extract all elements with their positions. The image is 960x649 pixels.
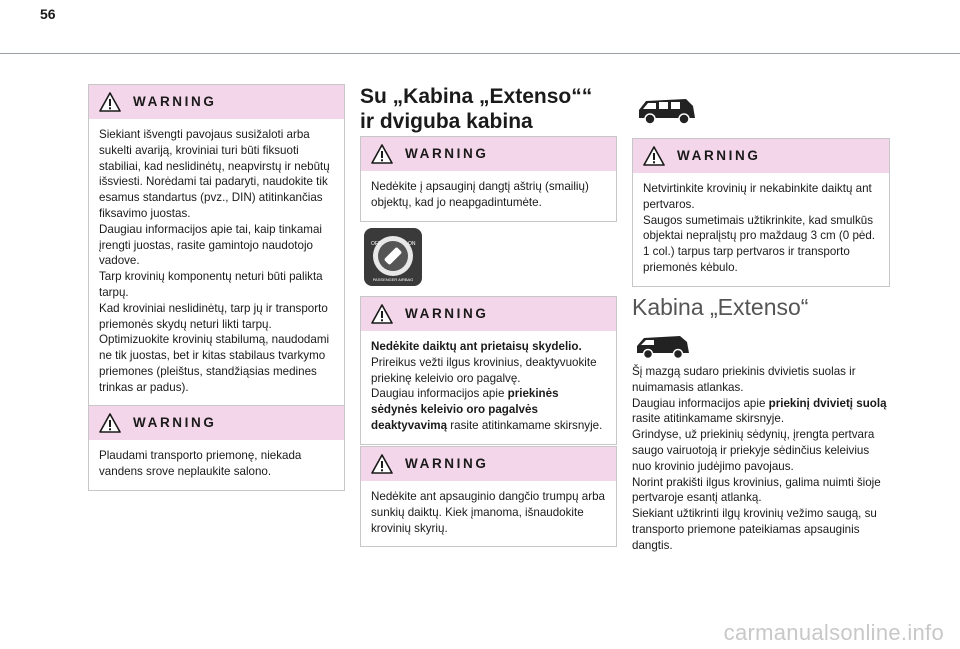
watermark: carmanualsonline.info bbox=[723, 620, 944, 645]
warning-text: Daugiau informacijos apie bbox=[371, 387, 508, 401]
warning-text: rasite atitinkamame skirsnyje. bbox=[447, 418, 603, 432]
warning-title: WARNING bbox=[677, 148, 761, 164]
warning-body bbox=[361, 331, 616, 444]
body-text: Daugiau informacijos apie bbox=[632, 396, 769, 410]
warning-body bbox=[361, 171, 616, 221]
warning-box-protective-cover bbox=[360, 136, 617, 222]
body-text: Siekiant užtikrinti ilgų krovinių vežimo saugą, su transporto priemone pateikiamas apsauginis dangtis. bbox=[632, 507, 877, 552]
warning-text: Daugiau informacijos apie tai, kaip tinkamai įrengti juostas, rasite gamintojo naudotojo vadove. bbox=[99, 222, 322, 268]
warning-header bbox=[89, 85, 344, 119]
page-number: 56 bbox=[40, 6, 56, 22]
warning-box-load-securing bbox=[88, 84, 345, 407]
warning-triangle-icon bbox=[371, 454, 393, 474]
airbag-label: PASSENGER AIRBAG bbox=[372, 277, 414, 282]
warning-text: Nedėkite į apsauginį dangtį aštrių (smailių) objektų, kad jo neapgadintumėte. bbox=[371, 180, 589, 209]
van-icon bbox=[634, 334, 692, 360]
body-text: Norint prakišti ilgus krovinius, galima nuimti šioje pertvaroje esantį atlanką. bbox=[632, 475, 881, 505]
warning-triangle-icon bbox=[99, 413, 121, 433]
airbag-on-label: ON bbox=[408, 241, 416, 247]
body-text: Šį mazgą sudaro priekinis dvivietis suolas ir nuimamasis atlankas. bbox=[632, 365, 856, 394]
extenso-description bbox=[632, 364, 888, 554]
warning-text: Nedėkite ant apsauginio dangčio trumpų arba sunkių daiktų. Kiek įmanoma, išnaudokite krovinių skyrių. bbox=[371, 490, 605, 535]
warning-triangle-icon bbox=[371, 304, 393, 324]
warning-text: Saugos sumetimais užtikrinkite, kad smulkūs objektai nepralįstų pro maždaug 3 cm (0 pėd. 1 col.) tarpus tarp pertvaros ir transporto priemonės kėbulo. bbox=[643, 213, 876, 274]
warning-title: WARNING bbox=[133, 415, 217, 431]
passenger-airbag-switch-icon bbox=[364, 228, 422, 286]
warning-triangle-icon bbox=[99, 92, 121, 112]
warning-text: Optimizuokite krovinių stabilumą, naudodami ne tik juostas, bet ir kitas stabilaus tvarkymo priemones (pleištus, standžiąsias medines trinkas ar padus). bbox=[99, 333, 330, 394]
warning-text: Tarp krovinių komponentų neturi būti palikta tarpų. bbox=[99, 270, 323, 299]
warning-header bbox=[633, 139, 889, 173]
body-text: Grindyse, už priekinių sėdynių, įrengta pertvara saugo vairuotoją ir priekyje sėdinčius keleivius nuo krovinio judėjimo pavojaus. bbox=[632, 428, 875, 473]
warning-body bbox=[89, 440, 344, 490]
section-heading: Kabina „Extenso“ bbox=[632, 294, 809, 320]
warning-triangle-icon bbox=[643, 146, 665, 166]
warning-box-washing bbox=[88, 405, 345, 491]
warning-header bbox=[361, 137, 616, 171]
warning-box-partition bbox=[632, 138, 890, 287]
warning-title: WARNING bbox=[405, 306, 489, 322]
warning-body bbox=[89, 119, 344, 406]
warning-bold-text: priekinės sėdynės keleivio oro pagalvės deaktyvavimą bbox=[371, 387, 559, 432]
warning-text: Prireikus vežti ilgus krovinius, deaktyvuokite priekinę keleivio oro pagalvę. bbox=[371, 355, 597, 385]
warning-text: Netvirtinkite krovinių ir nekabinkite daiktų ant pertvaros. bbox=[643, 182, 872, 211]
airbag-off-label: OFF bbox=[371, 241, 381, 247]
warning-text: Kad kroviniai neslidinėtų, tarp jų ir transporto priemonės skydų neturi likti tarpų. bbox=[99, 301, 328, 331]
header-divider bbox=[0, 53, 960, 54]
double-cab-van-icon bbox=[636, 96, 698, 126]
warning-header bbox=[361, 297, 616, 331]
warning-title: WARNING bbox=[405, 146, 489, 162]
warning-text: Plaudami transporto priemonę, niekada vandens srove neplaukite salono. bbox=[99, 449, 302, 478]
warning-body bbox=[633, 173, 889, 286]
body-bold-text: priekinį dvivietį suolą bbox=[768, 396, 887, 410]
warning-bold-text: Nedėkite daiktų ant prietaisų skydelio. bbox=[371, 340, 582, 353]
warning-body bbox=[361, 481, 616, 546]
warning-box-heavy-objects bbox=[360, 446, 617, 547]
warning-box-dashboard bbox=[360, 296, 617, 445]
warning-header bbox=[89, 406, 344, 440]
warning-header bbox=[361, 447, 616, 481]
warning-triangle-icon bbox=[371, 144, 393, 164]
warning-title: WARNING bbox=[133, 94, 217, 110]
section-heading: Su „Kabina „Extenso““ ir dviguba kabina bbox=[360, 85, 593, 133]
warning-text: Siekiant išvengti pavojaus susižaloti arba sukelti avariją, kroviniai turi būti fiksuoti stabiliai, kad neslidinėtų, neapvirstų ir nebūtų išsviesti. Norėdami tai padaryti, naudokite tik esamus standartus (pvz., DIN) atitinkančias fiksavimo juostas. bbox=[99, 128, 330, 220]
warning-title: WARNING bbox=[405, 456, 489, 472]
body-text: rasite atitinkamame skirsnyje. bbox=[632, 412, 785, 426]
